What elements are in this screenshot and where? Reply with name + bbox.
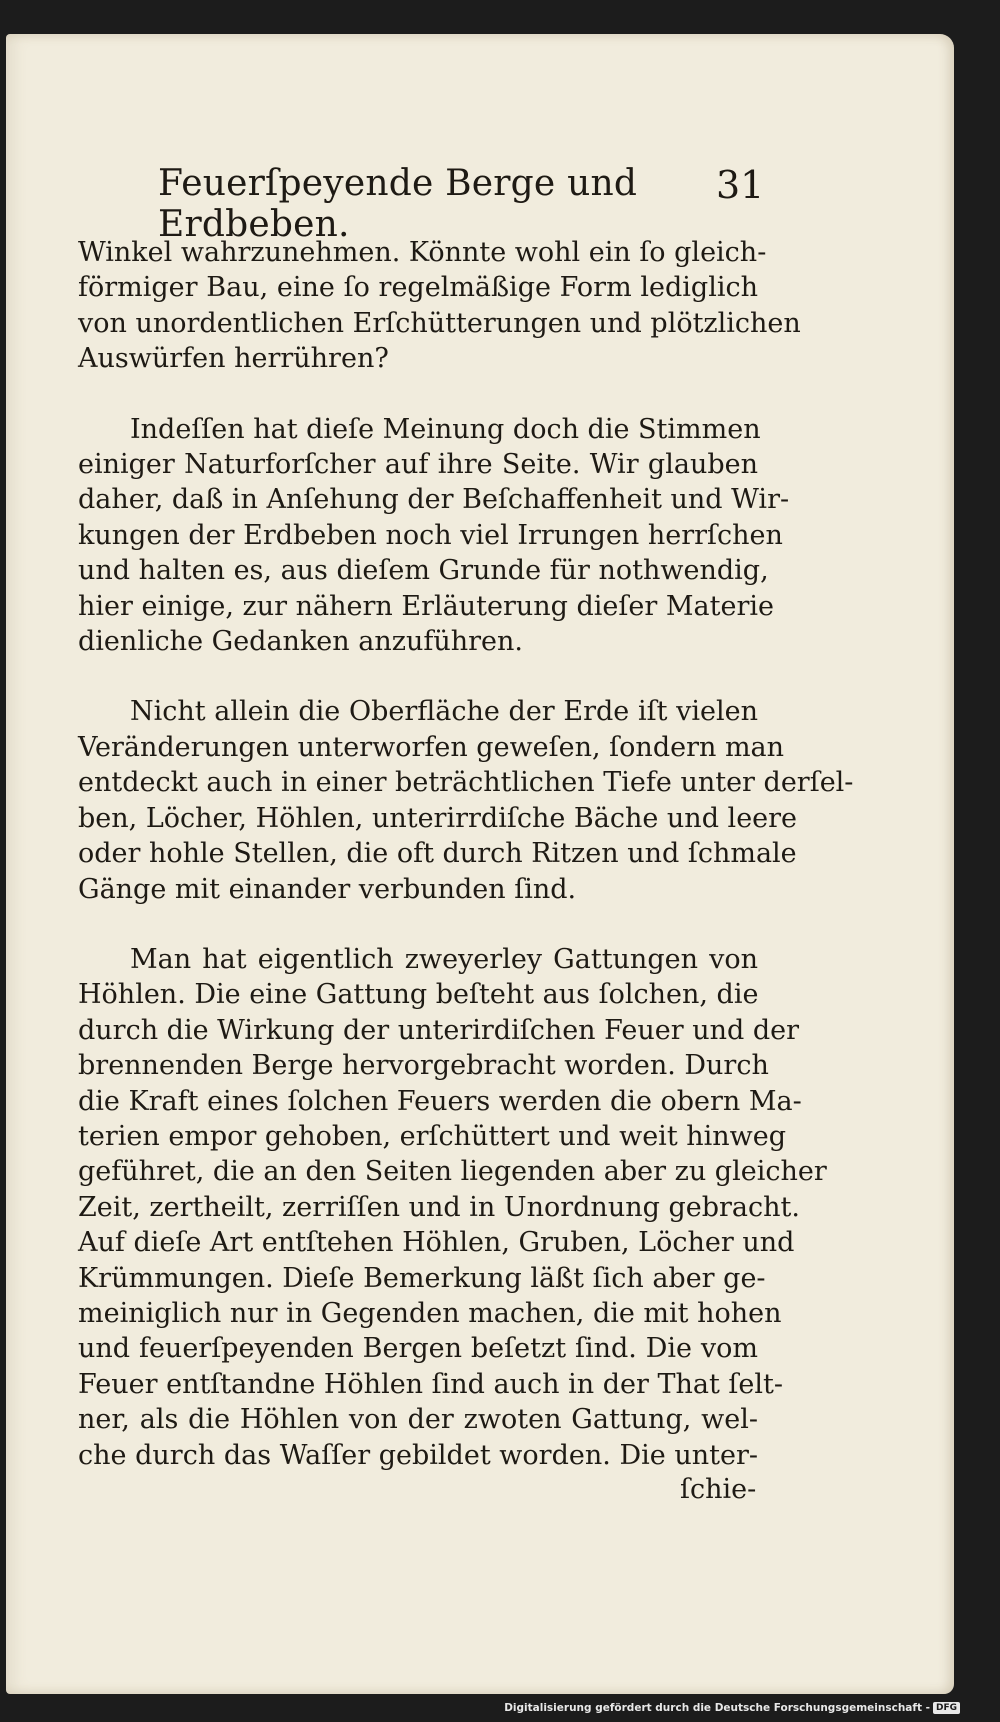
text-line: ben, Löcher, Höhlen, unterirrdiſche Bäche und leere: [78, 802, 798, 834]
text-line: und feuerſpeyenden Bergen beſetzt ſind. Die vom: [78, 1333, 758, 1365]
text-line: hier einige, zur nähern Erläuterung dieſer Materie: [78, 590, 774, 622]
text-line: Auswürfen herrühren?: [78, 343, 389, 375]
text-line: förmiger Bau, eine ſo regelmäßige Form lediglich: [78, 272, 758, 304]
text-line: Winkel wahrzunehmen. Könnte wohl ein ſo gleich-: [78, 237, 767, 268]
text-line: che durch das Waſſer gebildet worden. Die unter-: [78, 1439, 758, 1471]
text-line: entdeckt auch in einer beträchtlichen Tiefe unter derſel-: [78, 767, 854, 799]
paragraph-2: [78, 412, 790, 660]
text-line: geführet, die an den Seiten liegenden aber zu gleicher: [78, 1156, 827, 1188]
text-line: brennenden Berge hervorgebracht worden. Durch: [78, 1050, 769, 1082]
paragraph-1: [78, 235, 801, 377]
text-line: meiniglich nur in Gegenden machen, die mit hohen: [78, 1297, 782, 1329]
page-number: 31: [716, 163, 765, 207]
text-line: oder hohle Stellen, die oft durch Ritzen und ſchmale: [78, 838, 797, 870]
body-text: [78, 235, 854, 1473]
text-line: Auf dieſe Art entſtehen Höhlen, Gruben, Löcher und: [78, 1227, 795, 1259]
paragraph-4: [78, 942, 827, 1473]
text-line: Krümmungen. Dieſe Bemerkung läßt ſich aber ge-: [78, 1262, 766, 1294]
text-line: dienliche Gedanken anzuführen.: [78, 626, 523, 658]
text-line: Gänge mit einander verbunden ſind.: [78, 873, 577, 905]
text-line: Zeit, zertheilt, zerriſſen und in Unordnung gebracht.: [78, 1191, 800, 1223]
catchword: ſchie-: [680, 1474, 757, 1505]
text-line: durch die Wirkung der unterirdiſchen Feuer und der: [78, 1014, 800, 1046]
text-line: daher, daß in Anſehung der Beſchaffenheit und Wir-: [78, 484, 790, 516]
text-line: Nicht allein die Oberfläche der Erde iſt vielen: [130, 696, 758, 728]
text-line: Höhlen. Die eine Gattung beſteht aus ſolchen, die: [78, 979, 759, 1011]
text-line: kungen der Erdbeben noch viel Irrungen herrſchen: [78, 519, 783, 551]
text-line: von unordentlichen Erſchütterungen und plötzlichen: [78, 307, 801, 339]
digitization-credit: [504, 1702, 960, 1714]
text-line: einiger Naturforſcher auf ihre Seite. Wir glauben: [78, 449, 758, 481]
dfg-logo: DFG: [933, 1702, 960, 1714]
text-line: Veränderungen unterworfen geweſen, ſondern man: [78, 731, 785, 763]
text-line: die Kraft eines ſolchen Feuers werden die obern Ma-: [78, 1085, 802, 1117]
credit-text: Digitalisierung gefördert durch die Deutsche Forschungsgemeinschaft -: [504, 1702, 930, 1714]
text-line: und halten es, aus dieſem Grunde für nothwendig,: [78, 555, 769, 587]
running-head: Feuerſpeyende Berge und Erdbeben.: [158, 163, 638, 245]
text-line: Man hat eigentlich zweyerley Gattungen von: [130, 943, 758, 975]
text-line: Feuer entſtandne Höhlen ſind auch in der That ſelt-: [78, 1368, 783, 1400]
text-line: Indeſſen hat dieſe Meinung doch die Stimmen: [130, 413, 761, 445]
text-line: ner, als die Höhlen von der zwoten Gattung, wel-: [78, 1404, 758, 1436]
paragraph-3: [78, 694, 854, 906]
text-line: terien empor gehoben, erſchüttert und weit hinweg: [78, 1120, 787, 1152]
